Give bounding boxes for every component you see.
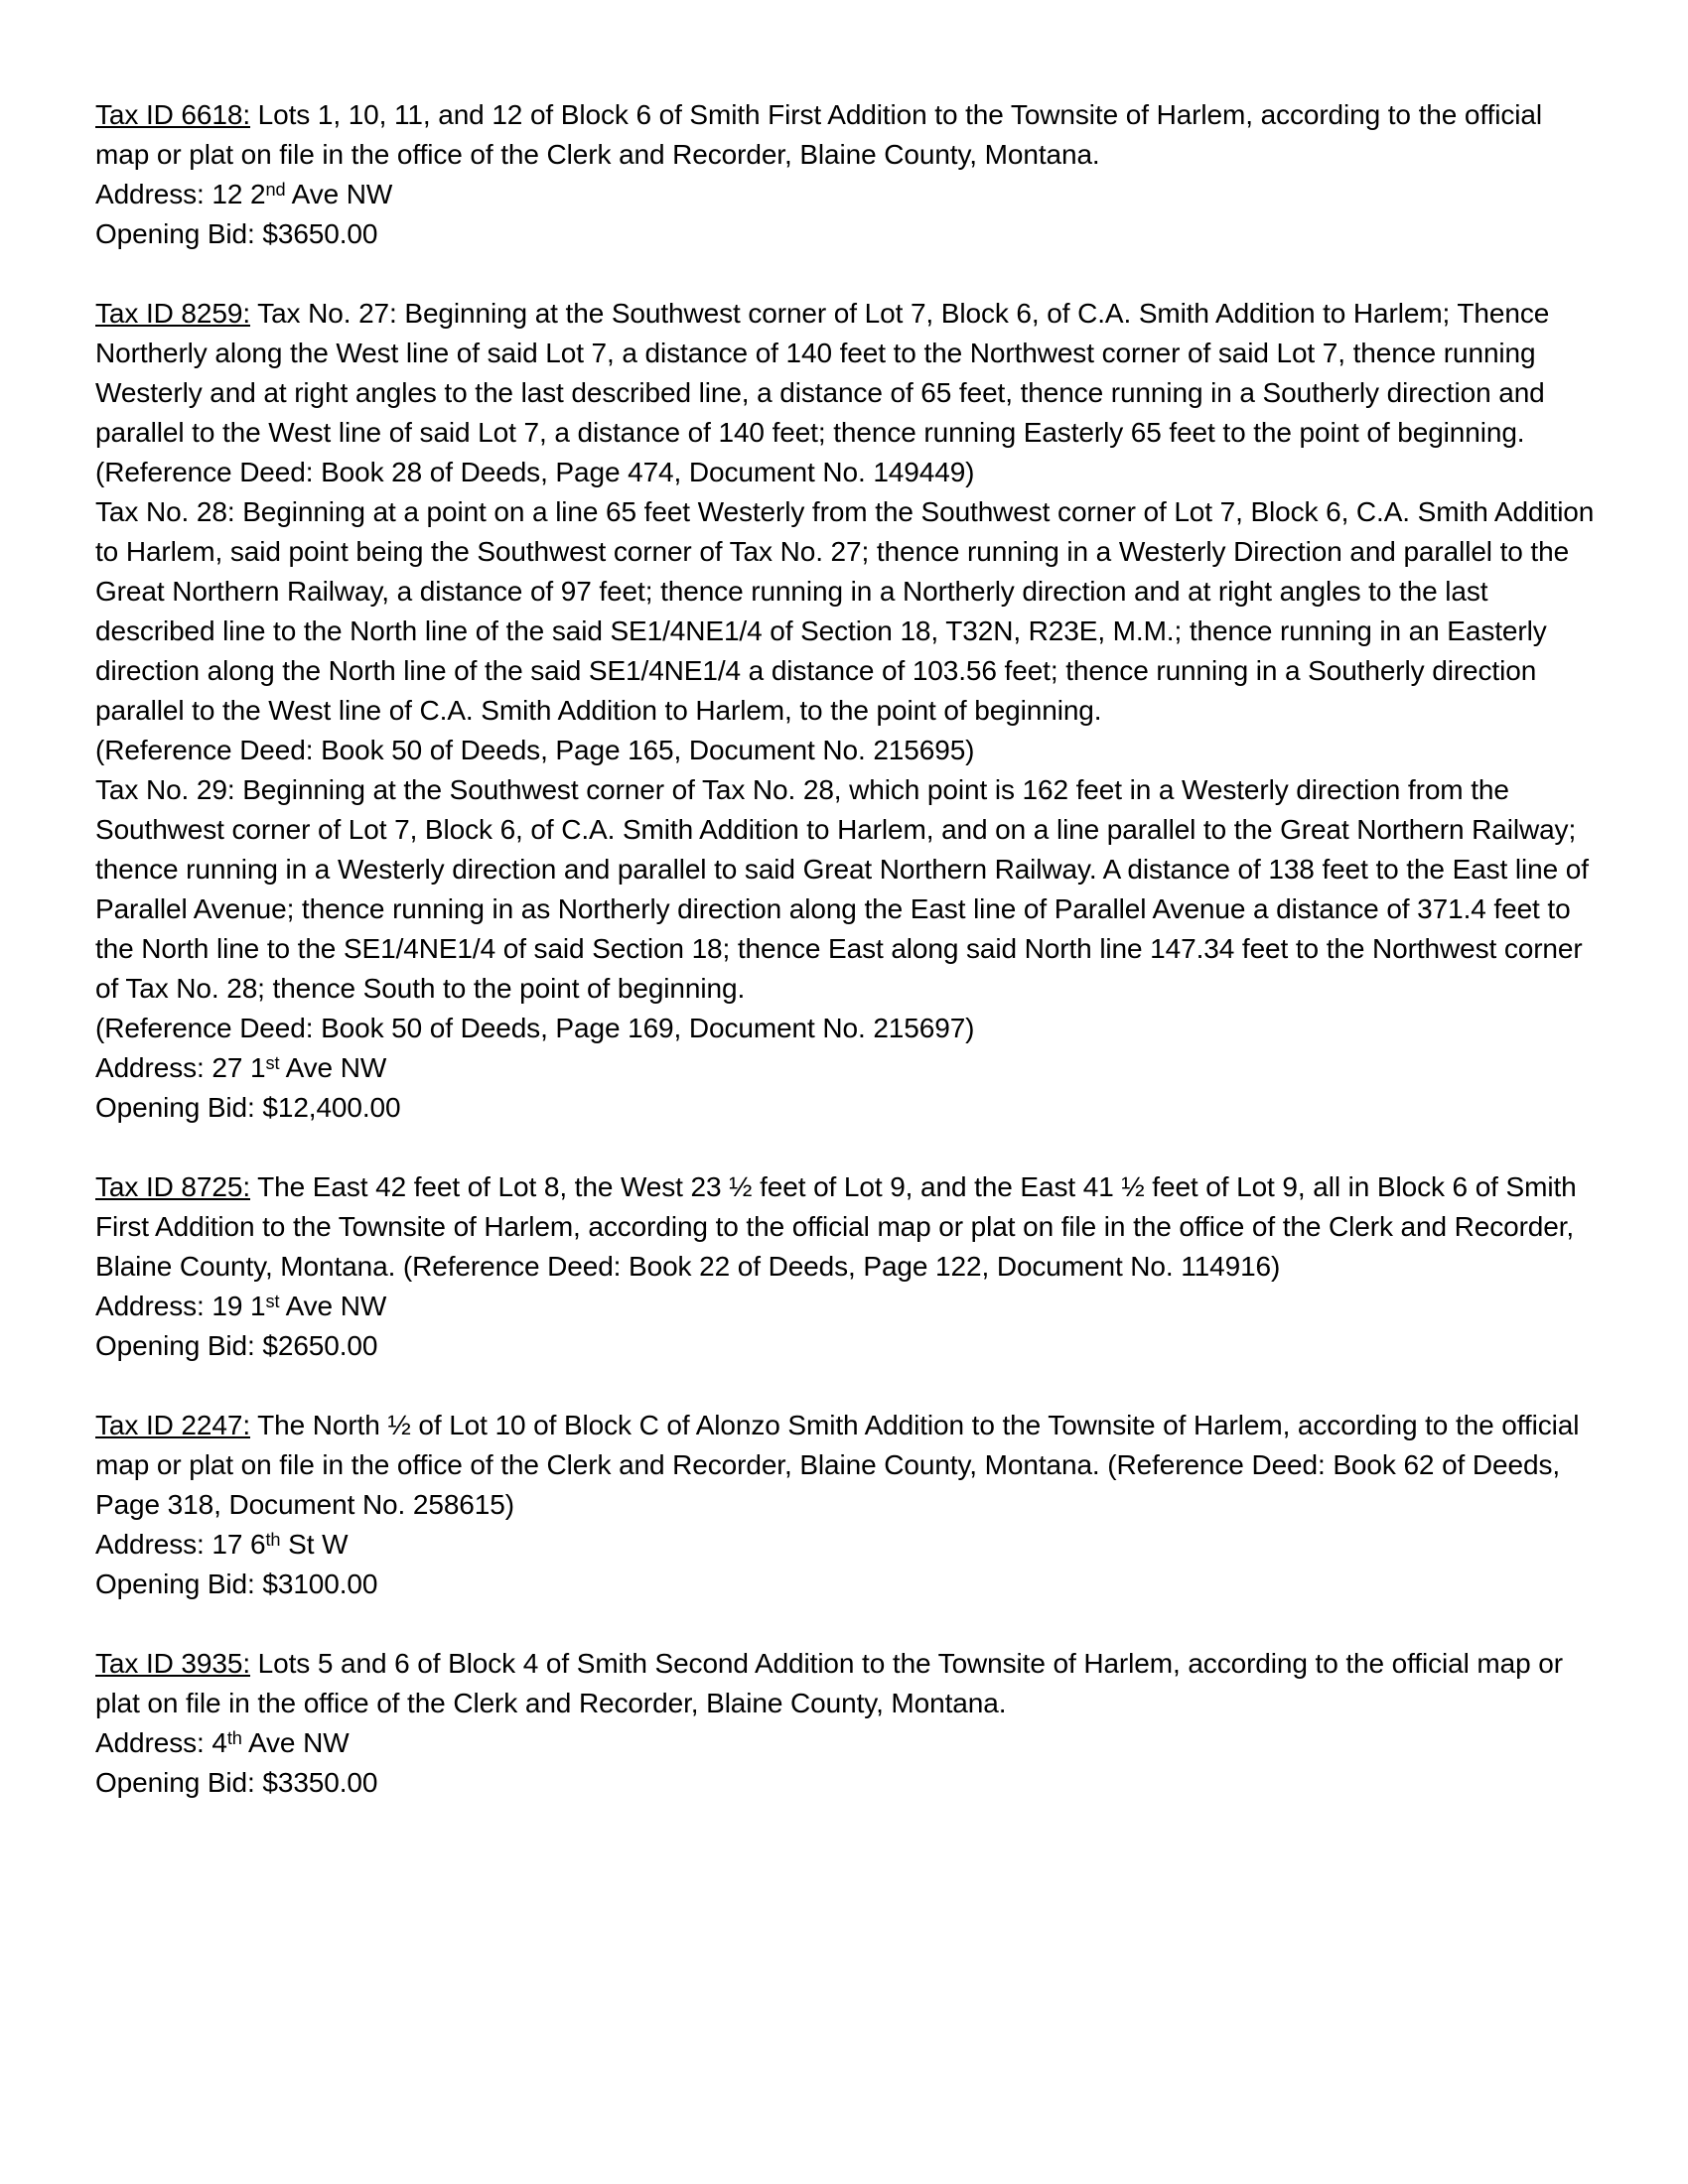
address-ordinal: th (265, 1529, 281, 1550)
address-ordinal: th (226, 1727, 242, 1748)
address-ordinal: st (265, 1291, 280, 1311)
tax-id-label: Tax ID 2247: (95, 1410, 250, 1440)
reference-deed-line: (Reference Deed: Book 28 of Deeds, Page 474, Document No. 149449) (95, 457, 975, 487)
property-block-8725 (95, 1167, 1601, 1366)
opening-bid-line: Opening Bid: $12,400.00 (95, 1092, 401, 1123)
property-description: The East 42 feet of Lot 8, the West 23 ½ feet of Lot 9, and the East 41 ½ feet of Lot 9, all in Block 6 of Smith First Addition to the Townsite of Harlem, according to the official map or plat on file in the office of the Clerk and Recorder, Blaine County, Montana. (Reference Deed: Book 22 of Deeds, Page 122, Document No. 114916) (95, 1171, 1577, 1282)
property-description-paragraph (95, 95, 1601, 175)
address-line (95, 175, 1601, 214)
reference-deed-line: (Reference Deed: Book 50 of Deeds, Page 169, Document No. 215697) (95, 1013, 975, 1043)
address-text: Address: 17 6 (95, 1529, 266, 1560)
opening-bid-line: Opening Bid: $3350.00 (95, 1767, 378, 1798)
address-text: Address: 4 (95, 1727, 227, 1758)
tax-parcel-29-description: Tax No. 29: Beginning at the Southwest corner of Tax No. 28, which point is 162 feet in a Westerly direction from the Southwest corner of Lot 7, Block 6, of C.A. Smith Addition to Harlem, and on a line parallel to the Great Northern Railway; thence running in a Westerly direction and parallel to said Great Northern Railway. A distance of 138 feet to the East line of Parallel Avenue; thence running in as Northerly direction along the East line of Parallel Avenue a distance of 371.4 feet to the North line to the SE1/4NE1/4 of said Section 18; thence East along said North line 147.34 feet to the Northwest corner of Tax No. 28; thence South to the point of beginning. (95, 774, 1589, 1004)
tax-id-label: Tax ID 6618: (95, 99, 250, 130)
tax-id-label: Tax ID 3935: (95, 1648, 250, 1679)
address-text: Address: 12 2 (95, 179, 266, 209)
property-block-8259 (95, 294, 1601, 1128)
property-description: Lots 1, 10, 11, and 12 of Block 6 of Smith First Addition to the Townsite of Harlem, according to the official map or plat on file in the office of the Clerk and Recorder, Blaine County, Montana. (95, 99, 1542, 170)
address-text: Address: 27 1 (95, 1052, 266, 1083)
tax-parcel-27-description: Tax No. 27: Beginning at the Southwest corner of Lot 7, Block 6, of C.A. Smith Addition to Harlem; Thence Northerly along the West line of said Lot 7, a distance of 140 feet to the Northwest corner of said Lot 7, thence running Westerly and at right angles to the last described line, a distance of 65 feet, thence running in a Southerly direction and parallel to the West line of said Lot 7, a distance of 140 feet; thence running Easterly 65 feet to the point of beginning. (95, 298, 1550, 448)
address-text-suffix: Ave NW (279, 1052, 387, 1083)
tax-parcel-28-description: Tax No. 28: Beginning at a point on a line 65 feet Westerly from the Southwest corner of Lot 7, Block 6, C.A. Smith Addition to Harlem, said point being the Southwest corner of Tax No. 27; thence running in a Westerly Direction and parallel to the Great Northern Railway, a distance of 97 feet; thence running in a Northerly direction and at right angles to the last described line to the North line of the said SE1/4NE1/4 of Section 18, T32N, R23E, M.M.; thence running in an Easterly direction along the North line of the said SE1/4NE1/4 a distance of 103.56 feet; thence running in a Southerly direction parallel to the West line of C.A. Smith Addition to Harlem, to the point of beginning. (95, 496, 1595, 726)
address-line (95, 1723, 1601, 1763)
tax-id-label: Tax ID 8725: (95, 1171, 250, 1202)
property-description: Lots 5 and 6 of Block 4 of Smith Second Addition to the Townsite of Harlem, according to the official map or plat on file in the office of the Clerk and Recorder, Blaine County, Montana. (95, 1648, 1563, 1718)
property-description-paragraph (95, 1167, 1601, 1287)
address-line (95, 1525, 1601, 1565)
property-description-paragraph (95, 1406, 1601, 1525)
reference-deed-line: (Reference Deed: Book 50 of Deeds, Page 165, Document No. 215695) (95, 735, 975, 765)
address-line (95, 1287, 1601, 1326)
property-description-paragraph (95, 294, 1601, 453)
opening-bid-line: Opening Bid: $3100.00 (95, 1569, 378, 1599)
opening-bid-line: Opening Bid: $2650.00 (95, 1330, 378, 1361)
address-text: Address: 19 1 (95, 1291, 266, 1321)
property-description: The North ½ of Lot 10 of Block C of Alonzo Smith Addition to the Townsite of Harlem, according to the official map or plat on file in the office of the Clerk and Recorder, Blaine County, Montana. (Reference Deed: Book 62 of Deeds, Page 318, Document No. 258615) (95, 1410, 1580, 1520)
address-text-suffix: St W (280, 1529, 349, 1560)
tax-id-label: Tax ID 8259: (95, 298, 250, 329)
property-block-3935 (95, 1644, 1601, 1803)
address-text-suffix: Ave NW (279, 1291, 387, 1321)
address-text-suffix: Ave NW (241, 1727, 350, 1758)
opening-bid-line: Opening Bid: $3650.00 (95, 218, 378, 249)
address-text-suffix: Ave NW (285, 179, 393, 209)
address-ordinal: nd (265, 179, 286, 200)
property-description-paragraph (95, 1644, 1601, 1723)
address-line (95, 1048, 1601, 1088)
property-block-2247 (95, 1406, 1601, 1604)
address-ordinal: st (265, 1052, 280, 1073)
property-block-6618 (95, 95, 1601, 254)
